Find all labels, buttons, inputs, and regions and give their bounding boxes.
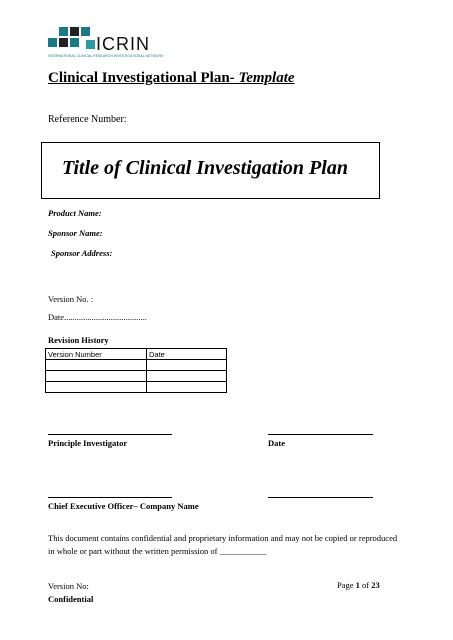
- investigator-signature-line: [48, 434, 172, 435]
- table-row: [46, 371, 227, 382]
- page-number: [337, 580, 380, 590]
- investigator-date-line: [268, 434, 373, 435]
- reference-number-label: Reference Number:: [48, 114, 127, 125]
- table-row: [46, 382, 227, 393]
- logo-wordmark: ICRIN: [96, 34, 150, 54]
- footer-left: [48, 580, 93, 606]
- confidentiality-notice: This document contains confidential and proprietary information and may not be copied or reproduced in whole or part without the written permission of ___________: [48, 533, 398, 556]
- page-of: of: [359, 580, 372, 590]
- document-title: Title of Clinical Investigation Plan: [62, 157, 348, 179]
- table-cell: [147, 360, 227, 371]
- ceo-date-line: [268, 497, 373, 498]
- table-cell: [147, 382, 227, 393]
- column-header-version: Version Number: [46, 349, 147, 360]
- heading-italic: Template: [238, 70, 295, 86]
- table-cell: [46, 360, 147, 371]
- page-total: 23: [371, 580, 380, 590]
- date-label: Date.......................................: [48, 312, 147, 322]
- heading-main: Clinical Investigational Plan-: [48, 70, 239, 86]
- page-current: 1: [355, 580, 360, 590]
- column-header-date: Date: [147, 349, 227, 360]
- footer-confidential: Confidential: [48, 594, 94, 604]
- table-cell: [147, 371, 227, 382]
- table-cell: [46, 371, 147, 382]
- table-row: [46, 360, 227, 371]
- footer-version: Version No:: [48, 581, 89, 591]
- table-cell: [46, 382, 147, 393]
- revision-history-table: [45, 348, 227, 393]
- table-header-row: [46, 349, 227, 360]
- sponsor-address-label: Sponsor Address:: [51, 248, 113, 258]
- date-signature-label: Date: [268, 438, 285, 448]
- page-prefix: Page: [337, 580, 356, 590]
- version-label: Version No. :: [48, 294, 94, 304]
- product-name-label: Product Name:: [48, 208, 102, 218]
- sponsor-name-label: Sponsor Name:: [48, 228, 103, 238]
- ceo-label: Chief Executive Officer– Company Name: [48, 501, 199, 511]
- principle-investigator-label: Principle Investigator: [48, 438, 128, 448]
- logo-tagline: INTERNATIONAL CLINICAL RESEARCH INVESTIGATIONAL NETWORK: [48, 54, 164, 58]
- page-heading: [48, 70, 295, 87]
- ceo-signature-line: [48, 497, 172, 498]
- revision-history-heading: Revision History: [48, 335, 109, 345]
